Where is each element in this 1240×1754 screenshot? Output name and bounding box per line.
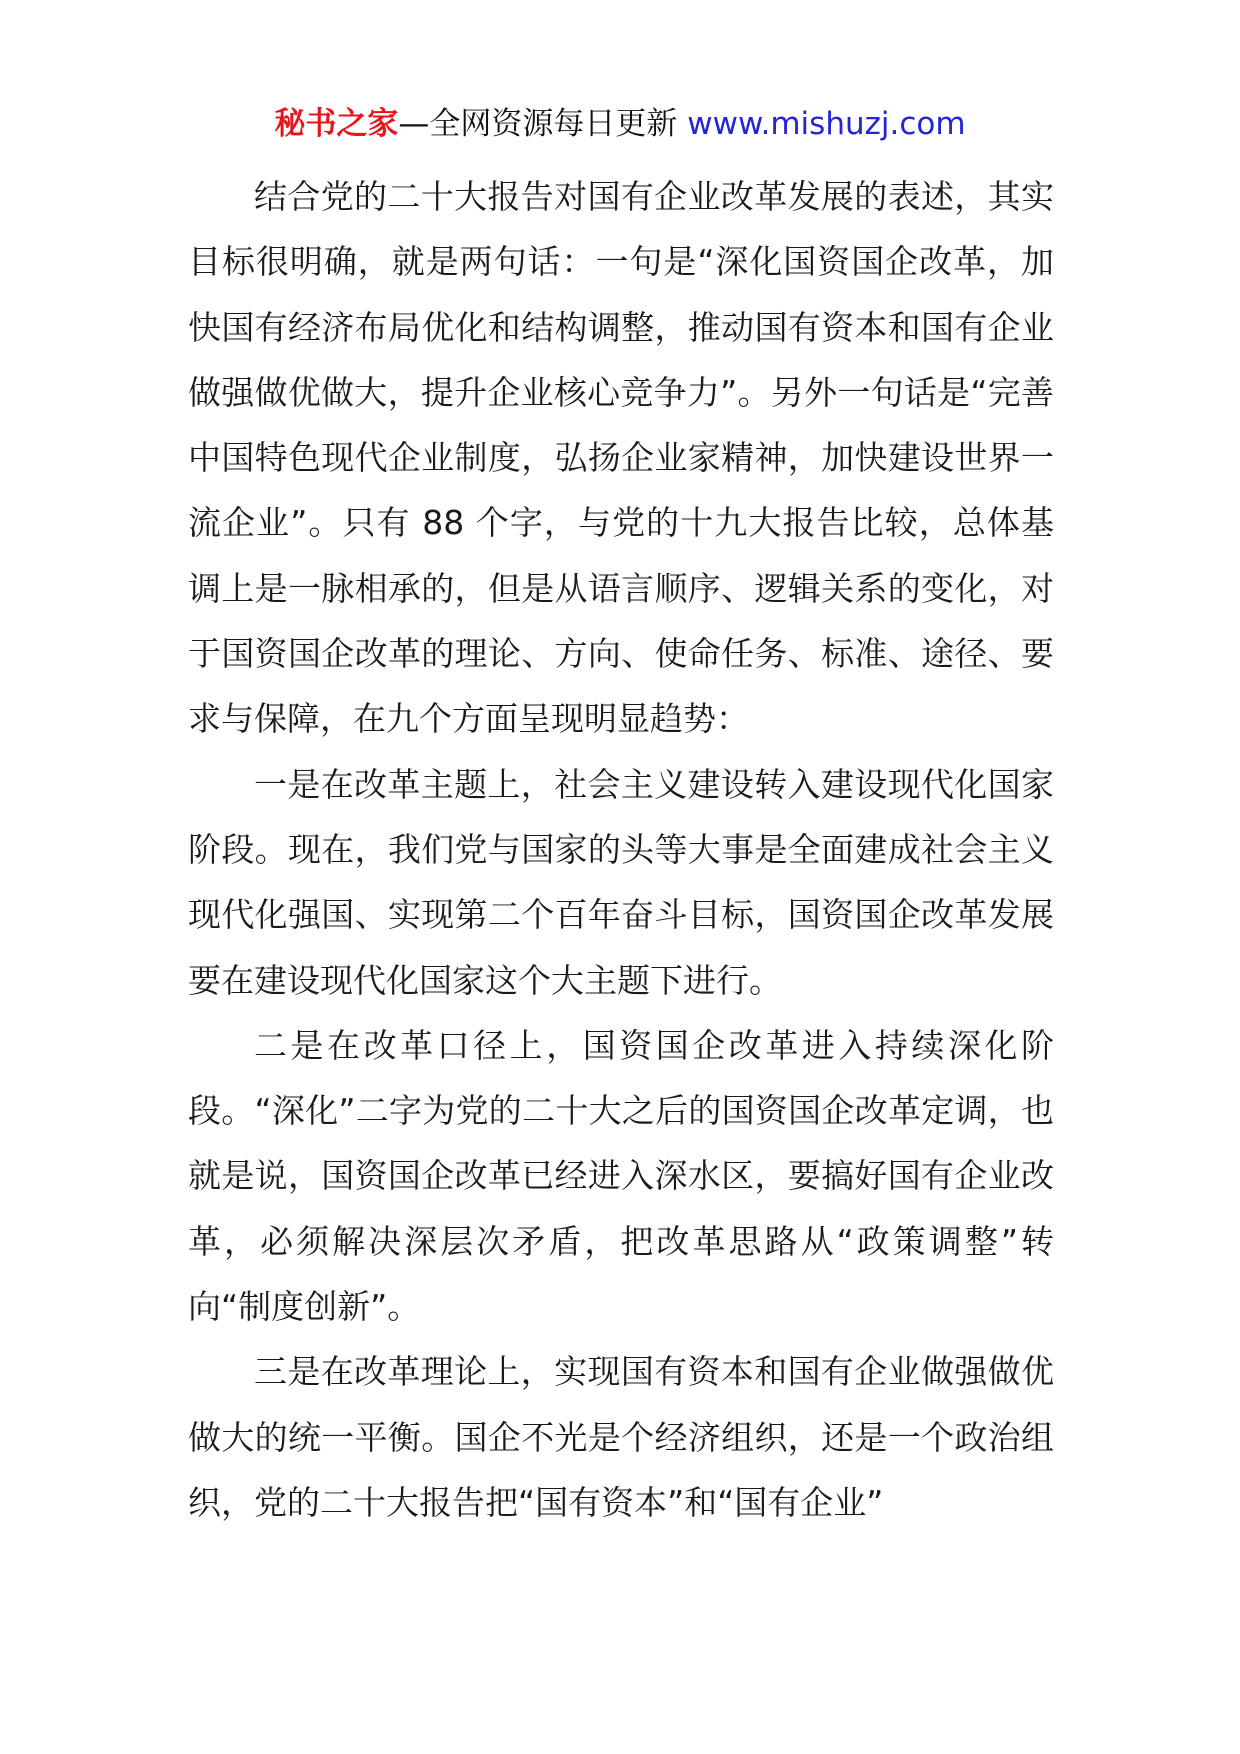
- paragraph-point-2: 二是在改革口径上，国资国企改革进入持续深化阶段。“深化”二字为党的二十大之后的国资国企改革定调，也就是说，国资国企改革已经进入深水区，要搞好国有企业改革，必须解决深层次矛盾，把改革思路从“政策调整”转向“制度创新”。: [188, 1025, 1054, 1327]
- paragraph-intro: 结合党的二十大报告对国有企业改革发展的表述，其实目标很明确，就是两句话：一句是“深化国资国企改革，加快国有经济布局优化和结构调整，推动国有资本和国有企业做强做优做大，提升企业核心竞争力”。另外一句话是“完善中国特色现代企业制度，弘扬企业家精神，加快建设世界一流企业”。只有 88 个字，与党的十九大报告比较，总体基调上是一脉相承的，但是从语言顺序、逻辑关系的变化，对于国资国企改革的理论、方向、使命任务、标准、途径、要求与保障，在九个方面呈现明显趋势：: [188, 177, 1054, 739]
- paragraph-point-3: 三是在改革理论上，实现国有资本和国有企业做强做优做大的统一平衡。国企不光是个经济组织，还是一个政治组织，党的二十大报告把“国有资本”和“国有企业”: [188, 1352, 1054, 1522]
- brand-name: 秘书之家: [274, 106, 399, 142]
- header-tagline: —全网资源每日更新: [398, 106, 688, 142]
- website-link[interactable]: www.mishuzj.com: [687, 106, 966, 142]
- paragraph-point-1: 一是在改革主题上，社会主义建设转入建设现代化国家阶段。现在，我们党与国家的头等大事是全面建成社会主义现代化强国、实现第二个百年奋斗目标，国资国企改革发展要在建设现代化国家这个大主题下进行。: [188, 764, 1054, 1000]
- page-header: [0, 104, 1240, 144]
- document-body: [188, 164, 1054, 1535]
